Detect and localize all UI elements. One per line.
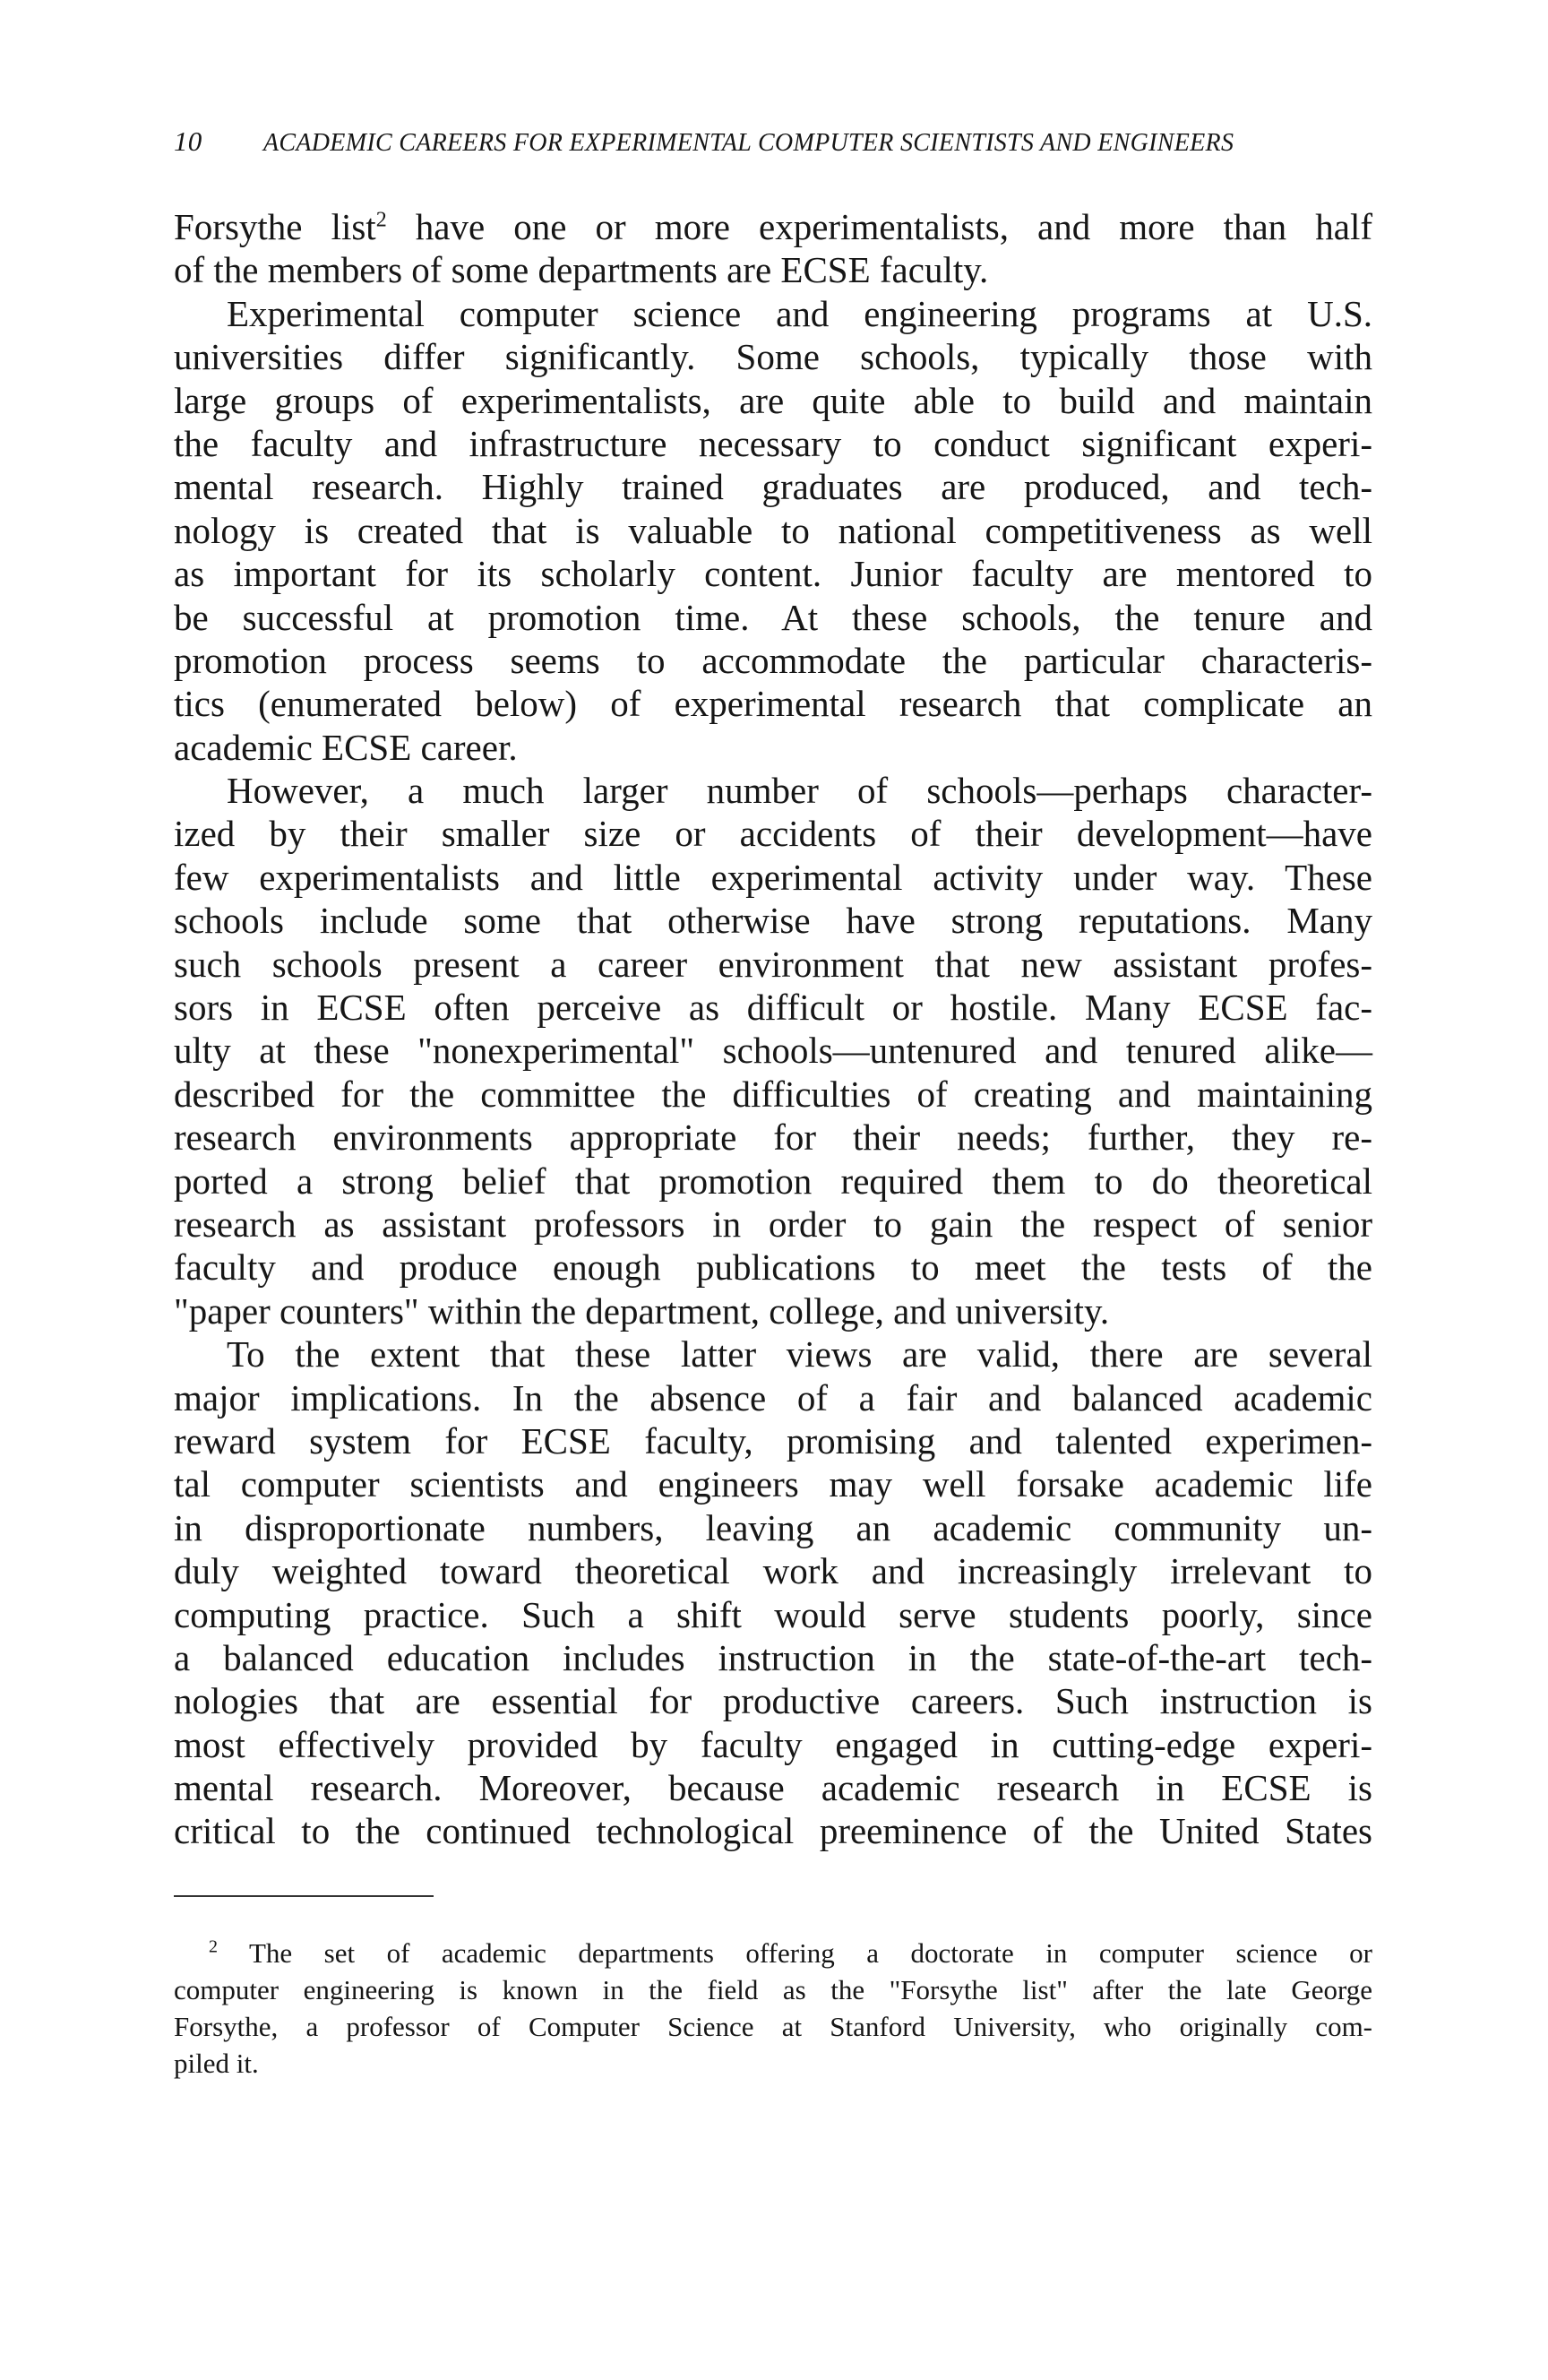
footnote-line [174,1935,1372,1971]
text-line [174,205,1372,248]
text-line: reward system for ECSE faculty, promising and talented experimen- [174,1419,1372,1462]
text-line: Experimental computer science and engineering programs at U.S. [227,292,1372,334]
text-line: large groups of experimentalists, are quite able to build and maintain [174,379,1372,421]
text-line: nology is created that is valuable to national competitiveness as well [174,509,1372,551]
footnote-line: piled it. [174,2048,259,2079]
text-line: However, a much larger number of schools—perhaps character- [227,770,1372,812]
footnote-line: Forsythe, a professor of Computer Science at Stanford University, who originally com- [174,2011,1372,2042]
text-line: most effectively provided by faculty engaged in cutting-edge experi- [174,1723,1372,1765]
footnote-rule [174,1895,434,1897]
footnote-line: computer engineering is known in the field as the "Forsythe list" after the late George [174,1974,1372,2005]
text-line: sors in ECSE often perceive as difficult or hostile. Many ECSE fac- [174,987,1372,1029]
text-line: To the extent that these latter views are valid, there are several [227,1333,1372,1375]
text-line: faculty and produce enough publications to meet the tests of the [174,1246,1372,1289]
running-title: ACADEMIC CAREERS FOR EXPERIMENTAL COMPUTER SCIENTISTS AND ENGINEERS [263,129,1234,157]
text-span: The set of academic departments offering a doctorate in computer science or [218,1937,1372,1969]
text-line: the faculty and infrastructure necessary to conduct significant experi- [174,422,1372,464]
text-line: mental research. Moreover, because academic research in ECSE is [174,1767,1372,1809]
footnote-marker: 2 [209,1936,218,1957]
text-span: Forsythe list [174,206,376,247]
text-line: tal computer scientists and engineers may well forsake academic life [174,1463,1372,1505]
text-line: duly weighted toward theoretical work and increasingly irrelevant to [174,1550,1372,1592]
text-line: computing practice. Such a shift would serve students poorly, since [174,1593,1372,1635]
footnote [174,1935,1372,2082]
text-line: research environments appropriate for their needs; further, they re- [174,1117,1372,1159]
text-line: schools include some that otherwise have strong reputations. Many [174,900,1372,942]
text-line: ported a strong belief that promotion required them to do theoretical [174,1160,1372,1202]
text-line: be successful at promotion time. At these schools, the tenure and [174,596,1372,638]
text-line: ulty at these "nonexperimental" schools—untenured and tenured alike— [174,1030,1372,1072]
text-span: have one or more experimentalists, and more than half [386,206,1372,247]
text-line: ized by their smaller size or accidents of their development—have [174,813,1372,855]
text-line: described for the committee the difficulties of creating and maintaining [174,1073,1372,1115]
body-text [174,205,1372,1853]
text-line: universities differ significantly. Some schools, typically those with [174,336,1372,378]
text-line: mental research. Highly trained graduates are produced, and tech- [174,466,1372,508]
text-line: research as assistant professors in order to gain the respect of senior [174,1203,1372,1245]
text-line: in disproportionate numbers, leaving an academic community un- [174,1506,1372,1548]
text-line: of the members of some departments are ECSE faculty. [174,249,989,291]
text-line: "paper counters" within the department, college, and university. [174,1289,1110,1332]
page-number: 10 [174,125,202,157]
text-line: such schools present a career environment that new assistant profes- [174,943,1372,985]
text-line: as important for its scholarly content. Junior faculty are mentored to [174,553,1372,595]
text-line: promotion process seems to accommodate the particular characteris- [174,639,1372,681]
text-line: major implications. In the absence of a fair and balanced academic [174,1376,1372,1419]
text-line: nologies that are essential for productive careers. Such instruction is [174,1680,1372,1722]
text-line: tics (enumerated below) of experimental research that complicate an [174,683,1372,725]
text-line: critical to the continued technological preeminence of the United States [174,1810,1372,1852]
text-line: academic ECSE career. [174,726,518,768]
text-line: a balanced education includes instruction in the state-of-the-art tech- [174,1636,1372,1678]
running-header [174,125,1372,158]
text-line: few experimentalists and little experimental activity under way. These [174,856,1372,898]
footnote-reference[interactable]: 2 [375,208,387,232]
